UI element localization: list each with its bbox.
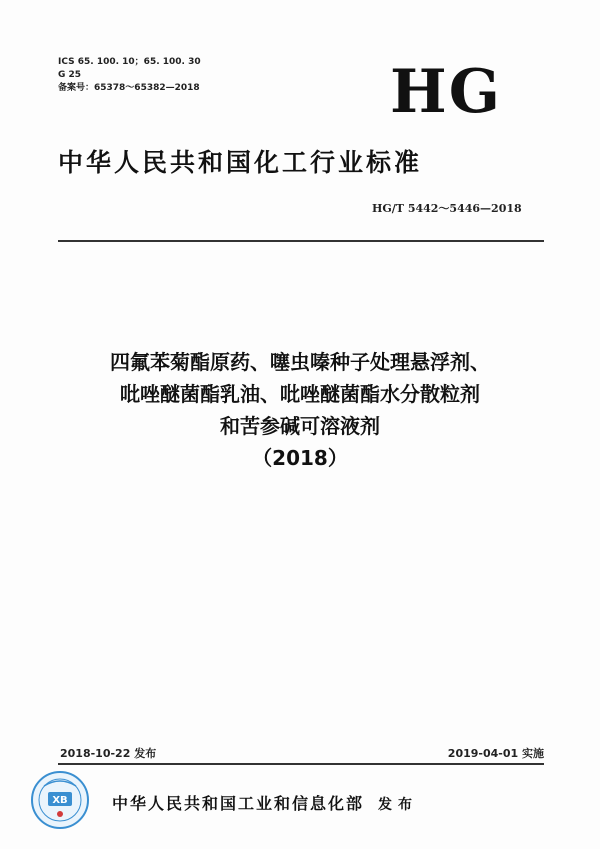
- filing-number: 备案号：65378～65382—2018: [58, 83, 200, 93]
- ccs-code: G 25: [58, 70, 82, 80]
- standard-category-title: 中华人民共和国化工行业标准: [58, 148, 423, 177]
- ics-code: ICS 65. 100. 10；65. 100. 30: [58, 57, 201, 67]
- issuing-authority: [112, 791, 418, 814]
- issue-label: 发布: [378, 797, 419, 813]
- hg-standard-mark: HG: [390, 57, 502, 127]
- header-divider: [58, 240, 544, 242]
- miit-seal-icon: [30, 770, 90, 830]
- issuer-name: 中华人民共和国工业和信息化部: [112, 794, 365, 813]
- footer-divider: [58, 763, 544, 765]
- svg-text:XB: XB: [52, 795, 68, 806]
- title-year: （2018）: [252, 446, 348, 470]
- title-line-3: 和苦参碱可溶液剂: [220, 414, 380, 438]
- title-line-1: 四氟苯菊酯原药、噻虫嗪种子处理悬浮剂、: [110, 350, 490, 374]
- document-title: [20, 346, 580, 474]
- title-line-2: 吡唑醚菌酯乳油、吡唑醚菌酯水分散粒剂: [120, 382, 480, 406]
- publish-date: 2018-10-22 发布: [60, 747, 157, 760]
- implement-date: 2019-04-01 实施: [447, 747, 544, 760]
- classification-block: [58, 56, 201, 95]
- standard-code: HG/T 5442～5446—2018: [372, 202, 522, 215]
